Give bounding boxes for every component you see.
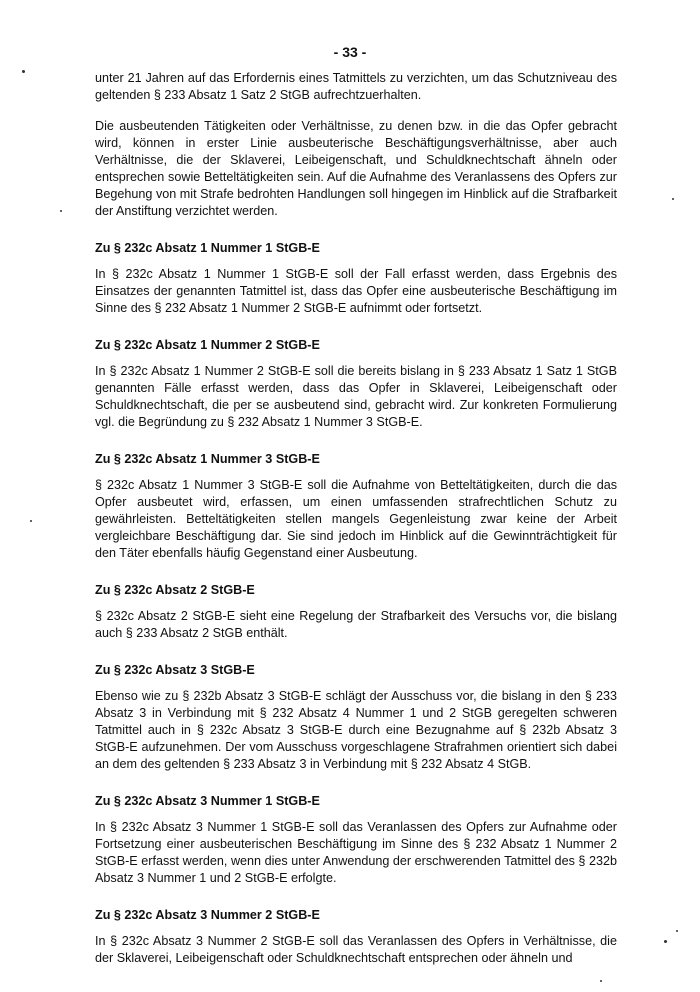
paragraph: § 232c Absatz 1 Nummer 3 StGB-E soll die Aufnahme von Betteltätigkeiten, durch die das Opfer ausbeutet wird, erfassen, um einen umfassenden strafrechtlichen Schutz zu gewährleisten. Betteltätigkeiten stellen mangels Gegenleistung zwar keine der Arbeit vergleichbare Beschäftigung dar. Sie sind jedoch im Hinblick auf die Gewinnträchtigkeit für den Täter ebenfalls häufig Gegenstand einer Ausbeutung.	[95, 478, 617, 560]
document-body	[95, 70, 617, 981]
section-heading: Zu § 232c Absatz 2 StGB-E	[95, 583, 255, 597]
section-heading: Zu § 232c Absatz 1 Nummer 2 StGB-E	[95, 338, 320, 352]
section-heading: Zu § 232c Absatz 1 Nummer 1 StGB-E	[95, 241, 320, 255]
paragraph: Die ausbeutenden Tätigkeiten oder Verhältnisse, zu denen bzw. in die das Opfer gebracht wird, können in erster Linie ausbeuterische Beschäftigungsverhältnisse, aber auch Verhältnisse, die der Sklaverei, Leibeigenschaft, und Schuldknechtschaft ähneln oder entsprechen sowie Betteltätigkeiten sein. Auf die Aufnahme des Veranlassens des Opfers zur Begehung von mit Strafe bedrohten Handlungen soll hingegen im Hinblick auf die Strafbarkeit der Anstiftung verzichtet werden.	[95, 119, 617, 218]
page-number: - 33 -	[333, 44, 367, 60]
paragraph: In § 232c Absatz 3 Nummer 1 StGB-E soll das Veranlassen des Opfers zur Aufnahme oder Fortsetzung einer ausbeuterischen Beschäftigung im Sinne des § 232 Absatz 1 Nummer 2 StGB-E erfasst werden, wenn dies unter Anwendung der erschwerenden Tatmittel des § 232b Absatz 3 Nummer 1 und 2 StGB-E erfolgte.	[95, 820, 617, 885]
section-heading: Zu § 232c Absatz 3 Nummer 1 StGB-E	[95, 794, 320, 808]
section-heading: Zu § 232c Absatz 3 Nummer 2 StGB-E	[95, 908, 320, 922]
paragraph: § 232c Absatz 2 StGB-E sieht eine Regelung der Strafbarkeit des Versuchs vor, die bislang auch § 233 Absatz 2 StGB enthält.	[95, 609, 617, 640]
paragraph: Ebenso wie zu § 232b Absatz 3 StGB-E schlägt der Ausschuss vor, die bislang in den § 233 Absatz 3 in Verbindung mit § 232 Absatz 4 Nummer 1 und 2 StGB geregelten schweren Tatmittel auch in § 232c Absatz 3 StGB-E durch eine Bezugnahme auf § 232b Absatz 3 StGB-E aufzunehmen. Der vom Ausschuss vorgeschlagene Strafrahmen orientiert sich dabei an dem des geltenden § 233 Absatz 3 in Verbindung mit § 232 Absatz 4 StGB.	[95, 689, 617, 771]
paragraph: unter 21 Jahren auf das Erfordernis eines Tatmittels zu verzichten, um das Schutzniveau des geltenden § 233 Absatz 1 Satz 2 StGB aufrechtzuerhalten.	[95, 71, 617, 102]
paragraph: In § 232c Absatz 1 Nummer 1 StGB-E soll der Fall erfasst werden, dass Ergebnis des Einsatzes der genannten Tatmittel ist, dass das Opfer eine ausbeuterische Beschäftigung im Sinne des § 232 Absatz 1 Nummer 2 StGB-E aufnimmt oder fortsetzt.	[95, 267, 617, 315]
section-heading: Zu § 232c Absatz 1 Nummer 3 StGB-E	[95, 452, 320, 466]
paragraph: In § 232c Absatz 3 Nummer 2 StGB-E soll das Veranlassen des Opfers in Verhältnisse, die der Sklaverei, Leibeigenschaft oder Schuldknechtschaft entsprechen oder ähneln und	[95, 934, 617, 965]
paragraph: In § 232c Absatz 1 Nummer 2 StGB-E soll die bereits bislang in § 233 Absatz 1 Satz 1 StGB genannten Fälle erfasst werden, dass das Opfer in Sklaverei, Leibeigenschaft oder Schuldknechtschaft, die per se ausbeutend sind, gebracht wird. Zur konkreten Formulierung vgl. die Begründung zu § 232 Absatz 1 Nummer 3 StGB-E.	[95, 364, 617, 429]
section-heading: Zu § 232c Absatz 3 StGB-E	[95, 663, 255, 677]
